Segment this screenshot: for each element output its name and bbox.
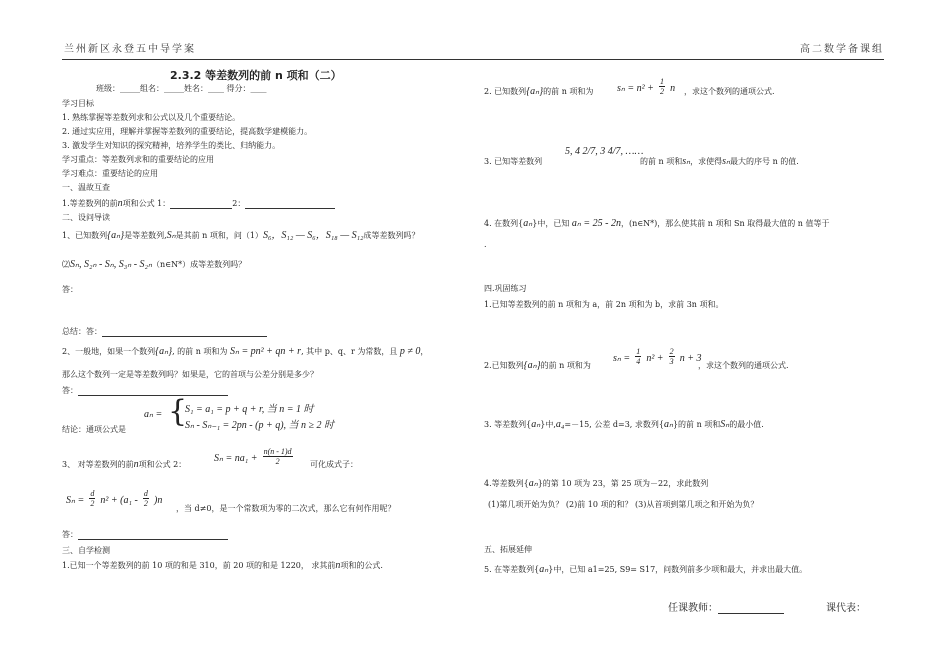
- question-3: 2、一般地，如果一个数列{aₙ}, 的前 n 项和为 Sₙ = pn² + qn + r, 其中 p、q、r 为常数，且 p ≠ 0，: [62, 346, 429, 357]
- r-question-3-tail: 的前 n 项和sₙ，求使得sₙ最大的序号 n 的值.: [640, 156, 799, 167]
- r-question-4: 4. 在数列{aₙ}中，已知 aₙ = 25 - 2n，(n∈N*)，那么使其前 n 项和 Sn 取得最大值的 n 值等于: [484, 218, 830, 229]
- answer-3-line: 答：: [62, 530, 228, 540]
- goal-2: 2. 通过实应用，理解并掌握等差数列的重要结论，提高数学建模能力。: [62, 127, 313, 136]
- practice-1: 1.已知等差数列的前 n 项和为 a，前 2n 项和为 b，求前 3n 项和。: [484, 300, 724, 309]
- practice-2: 2.已知数列{aₙ}的前 n 项和为: [484, 360, 591, 371]
- goal-1: 1. 熟练掌握等差数列求和公式以及几个重要结论。: [62, 113, 241, 122]
- section-extend: 五、拓展延伸: [484, 545, 532, 554]
- difficult-point: 学习难点：重要结论的应用: [62, 169, 158, 178]
- section-guide: 二、设问导读: [62, 213, 110, 222]
- question-5: 1.已知一个等差数列的前 10 项的和是 310，前 20 项的和是 1220， 求其前n项和的公式.: [62, 560, 383, 571]
- piece-2: Sₙ - Sₙ₋₁ = 2pn - (p + q), 当 n ≥ 2 时: [185, 420, 335, 431]
- extend-1: 5. 在等差数列{aₙ}中，已知 a1=25, S9= S17，问数列前多少项和最大，并求出最大值。: [484, 564, 808, 575]
- section-self-test: 三、自学检测: [62, 546, 110, 555]
- group-header: 高二数学备课组: [800, 44, 884, 55]
- practice-2-formula: sₙ = $\frac{1}{4}$ n² + $\frac{2}{3}$ n + 3: [613, 347, 702, 366]
- summary-line: 总结：答：: [62, 327, 267, 337]
- question-3-text: 那么这个数列一定是等差数列吗？如果是，它的首项与公差分别是多少？: [62, 370, 318, 379]
- goals-title: 学习目标: [62, 99, 94, 108]
- r-question-2: 2. 已知数列{aₙ}的前 n 项和为: [484, 86, 594, 97]
- question-4: 3、 对等差数列的前n项和公式 2：: [62, 459, 187, 470]
- goal-3: 3. 激发学生对知识的探究精神，培养学生的类比、归纳能力。: [62, 141, 281, 150]
- quadratic-form: Sₙ = $\frac{d}{2}$ n² + (a₁ - $\frac{d}{2}$ )n: [66, 489, 163, 508]
- r-question-4-end: .: [484, 240, 487, 249]
- practice-3: 3. 等差数列{aₙ}中,a₄=－15, 公差 d=3, 求数列{aₙ}的前 n 项和Sₙ的最小值.: [484, 419, 764, 430]
- info-line: 班级：_____组名：_____姓名：____ 得分：____: [96, 84, 267, 93]
- key-point: 学习重点：等差数列求和的重要结论的应用: [62, 155, 214, 164]
- teacher-line: 任课教师：: [668, 604, 784, 614]
- page-title: 2.3.2 等差数列的前 n 项和（二）: [170, 69, 342, 82]
- r-question-3-seq: 5, 4 2/7, 3 4/7, ……: [565, 146, 644, 157]
- question-2b: ⑵Sₙ, S₂ₙ - Sₙ, S₃ₙ - S₂ₙ（n∈N*）成等差数列吗？: [62, 259, 247, 270]
- r-question-2-formula: sₙ = n² + $\frac{1}{2}$ n: [617, 77, 676, 96]
- practice-2-tail: ，求这个数列的通项公式.: [698, 361, 789, 370]
- conclusion: 结论：通项公式是: [62, 425, 126, 434]
- question-4-explain: ，当 d≠0，是一个常数项为零的二次式，那么它有何作用呢？: [176, 504, 396, 513]
- practice-4-parts: (1)第几项开始为负？ (2)前 10 项的和？ (3)从首项到第几项之和开始为负？: [488, 500, 759, 509]
- practice-4: 4.等差数列{aₙ}的第 10 项为 23，第 25 项为－22，求此数列: [484, 478, 709, 489]
- piece-1: S₁ = a₁ = p + q + r, 当 n = 1 时: [185, 404, 314, 415]
- answer-label: 答：: [62, 285, 78, 294]
- section-review: 一、温故互查: [62, 183, 110, 192]
- section-practice: 四.巩固练习: [484, 284, 527, 293]
- answer-2-line: 答：: [62, 386, 228, 396]
- question-2: 1、已知数列{aₙ}是等差数列,Sₙ是其前 n 项和，问（1）S₆，S₁₂ — S₆，S₁₈ — S₁₂成等差数列吗？: [62, 230, 420, 241]
- school-header: 兰州新区永登五中导学案: [64, 44, 196, 55]
- r-question-3: 3. 已知等差数列: [484, 157, 543, 166]
- question-4-tail: 可化成式子：: [310, 460, 358, 469]
- header-rule: [62, 59, 884, 60]
- question-1: 1.等差数列的前n项和公式 1： 2：: [62, 199, 335, 209]
- an-label: aₙ =: [144, 409, 163, 420]
- rep-line: 课代表：: [826, 603, 866, 614]
- r-question-2-tail: ，求这个数列的通项公式.: [684, 87, 775, 96]
- sum-formula-2: Sₙ = na₁ + $\frac{n(n - 1)d}{2}$: [214, 447, 292, 466]
- brace: {: [168, 394, 188, 429]
